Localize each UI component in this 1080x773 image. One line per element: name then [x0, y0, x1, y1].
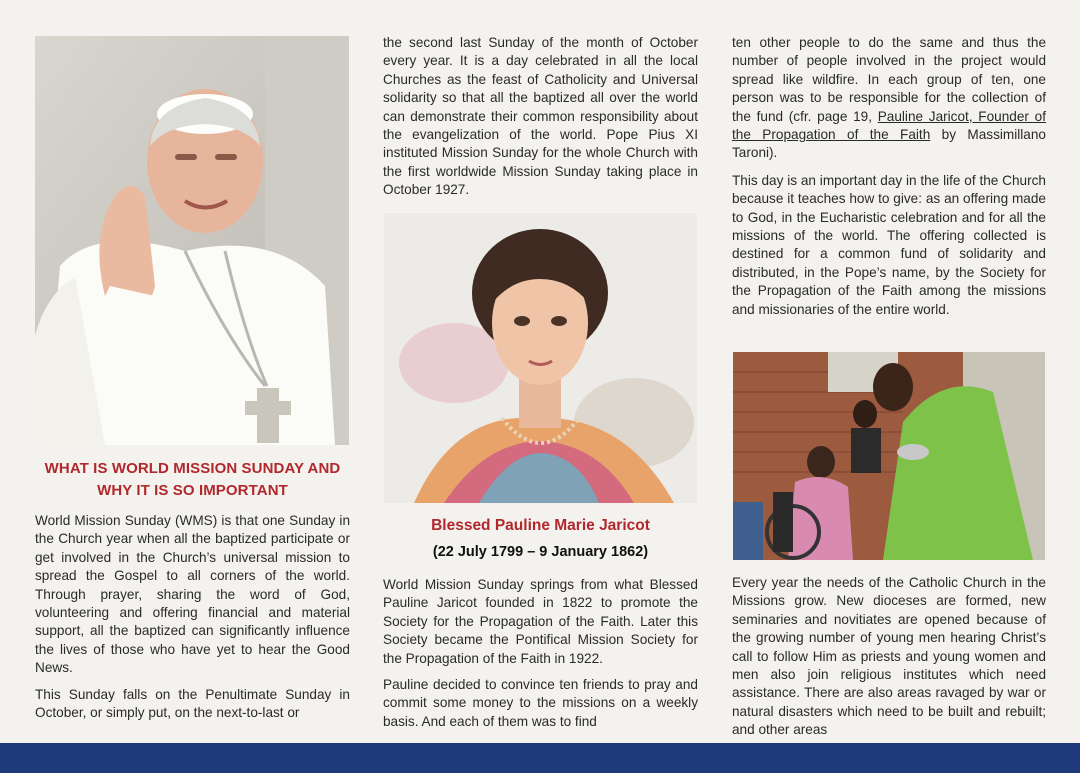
col3-paragraph-3: Every year the needs of the Catholic Church in the Missions grow. New dioceses are formed, new seminaries and novitiates are opened because of the growing number of young men hearing Christ’s call to follow Him as priests and young women and men also join religious institutes which need assistance. There are also areas ravaged by war or natural disasters which need to be built and rebuilt; and other areas — [732, 575, 1046, 738]
section-heading — [35, 458, 350, 502]
column-2-top-text — [383, 34, 698, 200]
col2-paragraph-2: World Mission Sunday springs from what Blessed Pauline Jaricot founded in 1822 to promote the Society for the Propagation of the Faith. Later this Society became the Pontifical Mission Society for the Propagation of the Faith in 1922. — [383, 577, 698, 666]
portrait-caption-name: Blessed Pauline Marie Jaricot — [431, 517, 650, 534]
col1-paragraph-2: This Sunday falls on the Penultimate Sunday in October, or simply put, on the next-to-last or — [35, 686, 350, 721]
column-1-text — [35, 512, 350, 722]
column-3-top-text — [732, 34, 1046, 319]
pope-photo — [35, 36, 349, 445]
col1-paragraph-1: World Mission Sunday (WMS) is that one Sunday in the Church year when all the baptized participate or get involved in the Church’s universal mission to spread the Gospel to all corners of the world. Through prayer, sharing the word of God, volunteering and offering financial and material support, all the baptized can significantly influence the lives of those who have yet to hear the Good News. — [35, 513, 350, 676]
book-reference-link: Pauline Jaricot, Founder of the Propagation of the Faith — [732, 108, 1046, 143]
footer-bar — [0, 743, 1080, 773]
col2-paragraph-1: the second last Sunday of the month of October every year. It is a day celebrated in all the local Churches as the feast of Catholicity and Universal solidarity so that all the baptized all over the world can demonstrate their common responsibility about the evangelization of the world. Pope Pius XI instituted Mission Sunday for the whole Church with the first worldwide Mission Sunday taking place in October 1927. — [383, 35, 698, 198]
communion-photo — [733, 352, 1045, 560]
portrait-caption-dates: (22 July 1799 – 9 January 1862) — [432, 544, 649, 560]
heading-line-2: WHY IT IS SO IMPORTANT — [97, 482, 288, 499]
pauline-jaricot-portrait — [384, 213, 697, 503]
heading-line-1: WHAT IS WORLD MISSION SUNDAY AND — [44, 460, 341, 477]
col3-paragraph-1 — [732, 34, 1046, 163]
col3-paragraph-2: This day is an important day in the life of the Church because it teaches how to give: as an offering made to God, in the Eucharistic celebration and for all the missions of the world. The offering collected is destined for a common fund of solidarity and distributed, in the Pope’s name, by the Society for the Propagation of the Faith among the missions and missionaries of the entire world. — [732, 172, 1046, 317]
column-3-bottom-text — [732, 574, 1046, 740]
col2-paragraph-3: Pauline decided to convince ten friends to pray and commit some money to the missions on a weekly basis. And each of them was to find — [383, 677, 698, 729]
col3-p1-start: ten other people to do the same and thus the number of people involved in the project would spread like wildfire. In each group of ten, one person was to be responsible for the collection of the fund (cfr. page 19, — [732, 35, 1046, 124]
col3-p1-end: by Massimillano Taroni). — [732, 127, 1046, 161]
column-2-bottom-text — [383, 576, 698, 731]
